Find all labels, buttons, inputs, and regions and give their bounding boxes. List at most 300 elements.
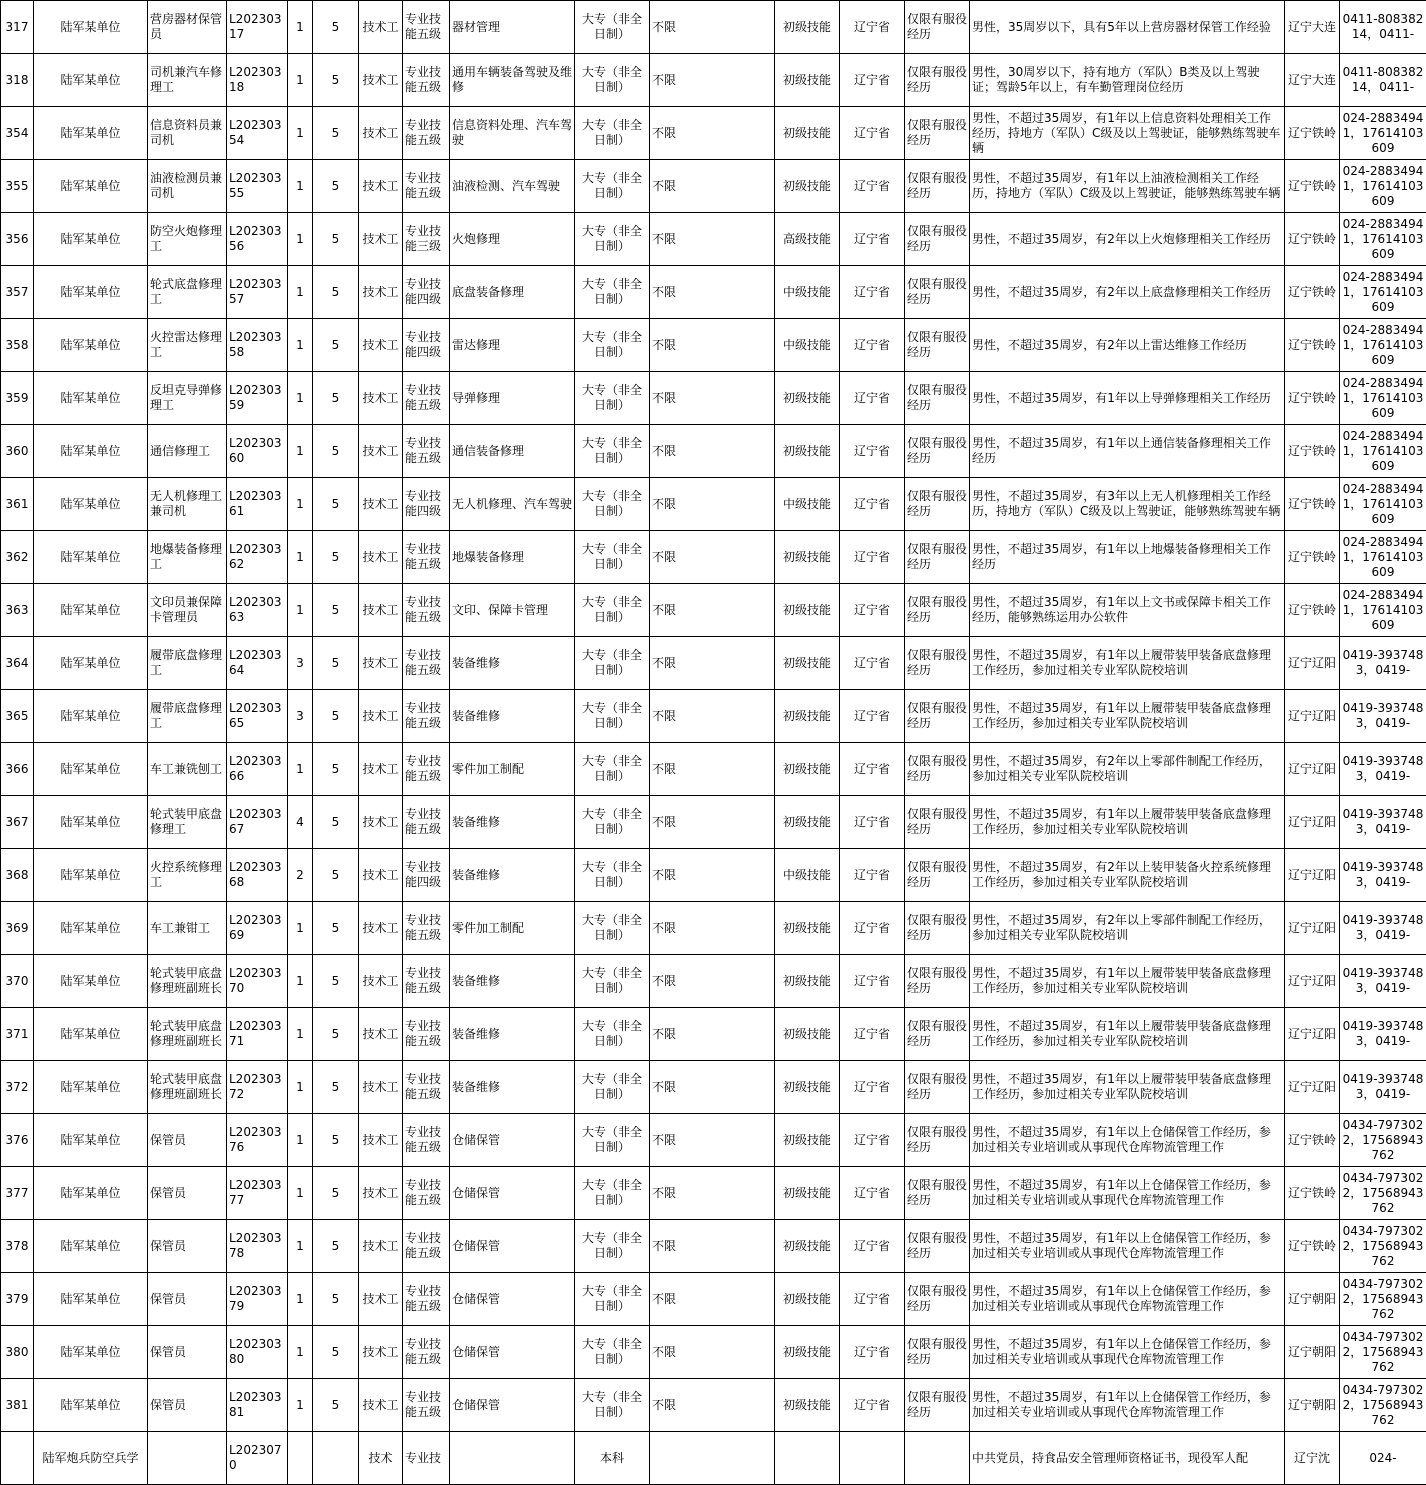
- cell-other-requirements: 男性，不超过35周岁，有1年以上履带装甲装备底盘修理工作经历，参加过相关专业军队院校培训: [970, 690, 1285, 743]
- cell-education: 大专（非全日制）: [575, 425, 650, 478]
- cell-education: 大专（非全日制）: [575, 478, 650, 531]
- cell-skill-level: 专业技能五级: [403, 531, 450, 584]
- cell-specialty: 无人机修理、汽车驾驶: [450, 478, 575, 531]
- cell-specialty: 仓储保管: [450, 1379, 575, 1432]
- cell-contact-phone: 024-28834941，17614103609: [1340, 213, 1426, 266]
- table-row: [1, 213, 1426, 266]
- cell-level-number: 5: [313, 1114, 359, 1167]
- cell-contact-phone: 0434-7973022，17568943762: [1340, 1167, 1426, 1220]
- cell-major: 不限: [650, 372, 775, 425]
- cell-unit: 陆军某单位: [34, 1, 148, 54]
- cell-specialty: 雷达修理: [450, 319, 575, 372]
- cell-work-location: 辽宁铁岭: [1285, 213, 1340, 266]
- cell-work-location: 辽宁大连: [1285, 1, 1340, 54]
- cell-work-location: 辽宁辽阳: [1285, 796, 1340, 849]
- cell-education: 大专（非全日制）: [575, 584, 650, 637]
- cell-specialty: 仓储保管: [450, 1273, 575, 1326]
- cell-work-location: 辽宁辽阳: [1285, 1061, 1340, 1114]
- cell-level-number: 5: [313, 1379, 359, 1432]
- cell-level-number: 5: [313, 743, 359, 796]
- cell-contact-phone: 024-28834941，17614103609: [1340, 478, 1426, 531]
- cell-specialty: 装备维修: [450, 1008, 575, 1061]
- cell-major: 不限: [650, 1220, 775, 1273]
- cell-major: 不限: [650, 1114, 775, 1167]
- cell-other-requirements: 男性，不超过35周岁，有1年以上通信装备修理相关工作经历: [970, 425, 1285, 478]
- table-row: [1, 160, 1426, 213]
- cell-household-region: 辽宁省: [840, 478, 905, 531]
- cell-job-type: 技术工: [359, 955, 403, 1008]
- cell-position: 司机兼汽车修理工: [148, 54, 227, 107]
- cell-headcount: 1: [288, 319, 313, 372]
- cell-service-history: 仅限有服役经历: [905, 107, 970, 160]
- cell-education: 大专（非全日制）: [575, 743, 650, 796]
- table-row: [1, 849, 1426, 902]
- cell-job-type: 技术工: [359, 319, 403, 372]
- cell-skill-requirement: 初级技能: [775, 637, 840, 690]
- cell-service-history: 仅限有服役经历: [905, 902, 970, 955]
- cell-position: 轮式装甲底盘修理班副班长: [148, 955, 227, 1008]
- cell-level-number: 5: [313, 266, 359, 319]
- cell-other-requirements: 男性，不超过35周岁，有1年以上履带装甲装备底盘修理工作经历，参加过相关专业军队院校培训: [970, 796, 1285, 849]
- cell-level-number: 5: [313, 372, 359, 425]
- cell-education: 大专（非全日制）: [575, 54, 650, 107]
- cell-contact-phone: 0419-3937483，0419-: [1340, 955, 1426, 1008]
- cell-job-type: 技术工: [359, 1061, 403, 1114]
- cell-service-history: 仅限有服役经历: [905, 743, 970, 796]
- cell-work-location: 辽宁铁岭: [1285, 266, 1340, 319]
- cell-household-region: 辽宁省: [840, 849, 905, 902]
- cell-job-type: 技术工: [359, 266, 403, 319]
- cell-position-code: L20230372: [227, 1061, 288, 1114]
- cell-household-region: 辽宁省: [840, 743, 905, 796]
- cell-unit: 陆军某单位: [34, 478, 148, 531]
- cell-job-type: 技术工: [359, 531, 403, 584]
- cell-household-region: 辽宁省: [840, 955, 905, 1008]
- cell-service-history: 仅限有服役经历: [905, 54, 970, 107]
- cell-unit: 陆军某单位: [34, 425, 148, 478]
- cell-level-number: 5: [313, 1, 359, 54]
- cell-contact-phone: 0419-3937483，0419-: [1340, 849, 1426, 902]
- cell-level-number: 5: [313, 160, 359, 213]
- cell-level-number: 5: [313, 1061, 359, 1114]
- cell-skill-requirement: 初级技能: [775, 1379, 840, 1432]
- cell-row-no: 381: [1, 1379, 34, 1432]
- cell-row-no: 378: [1, 1220, 34, 1273]
- cell-skill-level: 专业技能五级: [403, 796, 450, 849]
- cell-other-requirements: 中共党员，持食品安全管理师资格证书，现役军人配: [970, 1432, 1285, 1485]
- table-row: [1, 902, 1426, 955]
- cell-unit: 陆军某单位: [34, 1061, 148, 1114]
- cell-service-history: 仅限有服役经历: [905, 955, 970, 1008]
- cell-level-number: 5: [313, 1326, 359, 1379]
- cell-major: 不限: [650, 690, 775, 743]
- cell-household-region: 辽宁省: [840, 319, 905, 372]
- cell-specialty: 文印、保障卡管理: [450, 584, 575, 637]
- cell-contact-phone: 024-: [1340, 1432, 1426, 1485]
- cell-row-no: 317: [1, 1, 34, 54]
- cell-position: 车工兼铣刨工: [148, 743, 227, 796]
- cell-headcount: 1: [288, 1220, 313, 1273]
- cell-service-history: 仅限有服役经历: [905, 1, 970, 54]
- cell-contact-phone: 0434-7973022，17568943762: [1340, 1379, 1426, 1432]
- cell-level-number: 5: [313, 319, 359, 372]
- cell-household-region: 辽宁省: [840, 1114, 905, 1167]
- cell-other-requirements: 男性，不超过35周岁，有2年以上装甲装备火控系统修理工作经历，参加过相关专业军队院校培训: [970, 849, 1285, 902]
- cell-position: 保管员: [148, 1220, 227, 1273]
- cell-row-no: 318: [1, 54, 34, 107]
- cell-skill-requirement: 初级技能: [775, 425, 840, 478]
- cell-headcount: 1: [288, 425, 313, 478]
- cell-position-code: L20230381: [227, 1379, 288, 1432]
- cell-row-no: 377: [1, 1167, 34, 1220]
- cell-row-no: 371: [1, 1008, 34, 1061]
- cell-specialty: 零件加工制配: [450, 743, 575, 796]
- cell-unit: 陆军某单位: [34, 372, 148, 425]
- cell-level-number: [313, 1432, 359, 1485]
- cell-headcount: 1: [288, 1061, 313, 1114]
- cell-specialty: [450, 1432, 575, 1485]
- cell-work-location: 辽宁辽阳: [1285, 955, 1340, 1008]
- cell-level-number: 5: [313, 1008, 359, 1061]
- cell-skill-level: 专业技能五级: [403, 372, 450, 425]
- cell-work-location: 辽宁铁岭: [1285, 319, 1340, 372]
- cell-unit: 陆军某单位: [34, 1220, 148, 1273]
- cell-major: 不限: [650, 107, 775, 160]
- cell-level-number: 5: [313, 531, 359, 584]
- cell-position-code: L20230354: [227, 107, 288, 160]
- cell-position: 轮式装甲底盘修理班副班长: [148, 1061, 227, 1114]
- cell-education: 大专（非全日制）: [575, 1, 650, 54]
- cell-skill-level: 专业技能五级: [403, 1326, 450, 1379]
- cell-headcount: 1: [288, 266, 313, 319]
- cell-unit: 陆军某单位: [34, 690, 148, 743]
- cell-skill-level: 专业技能四级: [403, 849, 450, 902]
- cell-major: 不限: [650, 902, 775, 955]
- cell-headcount: 1: [288, 531, 313, 584]
- cell-position-code: L20230370: [227, 955, 288, 1008]
- cell-skill-level: 专业技能五级: [403, 1, 450, 54]
- cell-job-type: 技术工: [359, 107, 403, 160]
- table-row: [1, 955, 1426, 1008]
- cell-skill-level: 专业技能五级: [403, 690, 450, 743]
- cell-other-requirements: 男性，不超过35周岁，有1年以上信息资料处理相关工作经历，持地方（军队）C级及以上驾驶证，能够熟练驾驶车辆: [970, 107, 1285, 160]
- cell-service-history: 仅限有服役经历: [905, 1114, 970, 1167]
- table-row: [1, 107, 1426, 160]
- cell-service-history: 仅限有服役经历: [905, 1326, 970, 1379]
- table-row: [1, 1220, 1426, 1273]
- cell-service-history: 仅限有服役经历: [905, 1273, 970, 1326]
- cell-position: 防空火炮修理工: [148, 213, 227, 266]
- cell-headcount: 1: [288, 1379, 313, 1432]
- cell-level-number: 5: [313, 637, 359, 690]
- cell-unit: 陆军某单位: [34, 107, 148, 160]
- cell-position-code: L20230365: [227, 690, 288, 743]
- cell-unit: 陆军某单位: [34, 531, 148, 584]
- cell-other-requirements: 男性，不超过35周岁，有1年以上履带装甲装备底盘修理工作经历，参加过相关专业军队院校培训: [970, 955, 1285, 1008]
- cell-position-code: L20230318: [227, 54, 288, 107]
- cell-headcount: 1: [288, 372, 313, 425]
- cell-unit: 陆军某单位: [34, 213, 148, 266]
- cell-service-history: 仅限有服役经历: [905, 319, 970, 372]
- cell-level-number: 5: [313, 796, 359, 849]
- cell-specialty: 底盘装备修理: [450, 266, 575, 319]
- cell-headcount: 1: [288, 955, 313, 1008]
- cell-service-history: 仅限有服役经历: [905, 531, 970, 584]
- cell-specialty: 地爆装备修理: [450, 531, 575, 584]
- cell-major: 不限: [650, 54, 775, 107]
- cell-contact-phone: 0411-80838214，0411-: [1340, 54, 1426, 107]
- cell-contact-phone: 024-28834941，17614103609: [1340, 319, 1426, 372]
- cell-skill-requirement: 初级技能: [775, 1326, 840, 1379]
- cell-contact-phone: 0419-3937483，0419-: [1340, 637, 1426, 690]
- cell-position-code: L20230359: [227, 372, 288, 425]
- cell-position-code: L20230361: [227, 478, 288, 531]
- cell-other-requirements: 男性，不超过35周岁，有1年以上文书或保障卡相关工作经历，能够熟练运用办公软件: [970, 584, 1285, 637]
- cell-skill-requirement: 初级技能: [775, 796, 840, 849]
- cell-service-history: 仅限有服役经历: [905, 1167, 970, 1220]
- cell-row-no: 361: [1, 478, 34, 531]
- cell-household-region: 辽宁省: [840, 1, 905, 54]
- cell-skill-level: 专业技能五级: [403, 955, 450, 1008]
- cell-household-region: 辽宁省: [840, 213, 905, 266]
- cell-other-requirements: 男性，不超过35周岁，有2年以上零部件制配工作经历，参加过相关专业军队院校培训: [970, 902, 1285, 955]
- cell-headcount: 1: [288, 107, 313, 160]
- cell-unit: 陆军某单位: [34, 1114, 148, 1167]
- cell-service-history: 仅限有服役经历: [905, 160, 970, 213]
- cell-contact-phone: 024-28834941，17614103609: [1340, 107, 1426, 160]
- cell-level-number: 5: [313, 425, 359, 478]
- cell-service-history: 仅限有服役经历: [905, 1220, 970, 1273]
- cell-service-history: 仅限有服役经历: [905, 213, 970, 266]
- cell-other-requirements: 男性，不超过35周岁，有1年以上仓储保管工作经历，参加过相关专业培训或从事现代仓库物流管理工作: [970, 1220, 1285, 1273]
- cell-contact-phone: 0419-3937483，0419-: [1340, 796, 1426, 849]
- cell-job-type: 技术工: [359, 1008, 403, 1061]
- cell-position-code: L20230360: [227, 425, 288, 478]
- cell-work-location: 辽宁铁岭: [1285, 160, 1340, 213]
- table-row: [1, 372, 1426, 425]
- cell-row-no: 368: [1, 849, 34, 902]
- cell-position-code: L20230357: [227, 266, 288, 319]
- cell-other-requirements: 男性，35周岁以下，具有5年以上营房器材保管工作经验: [970, 1, 1285, 54]
- cell-specialty: 通用车辆装备驾驶及维修: [450, 54, 575, 107]
- cell-row-no: 354: [1, 107, 34, 160]
- cell-work-location: 辽宁朝阳: [1285, 1379, 1340, 1432]
- cell-row-no: 359: [1, 372, 34, 425]
- cell-position-code: L20230356: [227, 213, 288, 266]
- cell-household-region: 辽宁省: [840, 160, 905, 213]
- cell-skill-requirement: 初级技能: [775, 1273, 840, 1326]
- cell-headcount: 1: [288, 160, 313, 213]
- table-row: [1, 1114, 1426, 1167]
- cell-headcount: 2: [288, 849, 313, 902]
- cell-specialty: 零件加工制配: [450, 902, 575, 955]
- cell-level-number: 5: [313, 1273, 359, 1326]
- cell-level-number: 5: [313, 849, 359, 902]
- cell-skill-requirement: 初级技能: [775, 1008, 840, 1061]
- cell-other-requirements: 男性，不超过35周岁，有1年以上油液检测相关工作经历，持地方（军队）C级及以上驾驶证，能够熟练驾驶车辆: [970, 160, 1285, 213]
- cell-position: 通信修理工: [148, 425, 227, 478]
- cell-service-history: 仅限有服役经历: [905, 637, 970, 690]
- cell-other-requirements: 男性，30周岁以下，持有地方（军队）B类及以上驾驶证；驾龄5年以上，有车勤管理岗位经历: [970, 54, 1285, 107]
- cell-other-requirements: 男性，不超过35周岁，有1年以上导弹修理相关工作经历: [970, 372, 1285, 425]
- cell-position-code: L20230317: [227, 1, 288, 54]
- cell-household-region: 辽宁省: [840, 266, 905, 319]
- cell-household-region: 辽宁省: [840, 425, 905, 478]
- cell-job-type: 技术工: [359, 1114, 403, 1167]
- cell-specialty: 导弹修理: [450, 372, 575, 425]
- cell-work-location: 辽宁沈: [1285, 1432, 1340, 1485]
- cell-work-location: 辽宁朝阳: [1285, 1273, 1340, 1326]
- cell-education: 大专（非全日制）: [575, 637, 650, 690]
- cell-headcount: 1: [288, 478, 313, 531]
- cell-work-location: 辽宁铁岭: [1285, 107, 1340, 160]
- cell-level-number: 5: [313, 107, 359, 160]
- cell-unit: 陆军某单位: [34, 1379, 148, 1432]
- cell-work-location: 辽宁朝阳: [1285, 1326, 1340, 1379]
- cell-position-code: L20230366: [227, 743, 288, 796]
- cell-major: 不限: [650, 1273, 775, 1326]
- table-row: [1, 743, 1426, 796]
- cell-skill-requirement: 初级技能: [775, 1167, 840, 1220]
- cell-position: 履带底盘修理工: [148, 637, 227, 690]
- table-row: [1, 1061, 1426, 1114]
- table-row: [1, 1, 1426, 54]
- cell-service-history: 仅限有服役经历: [905, 584, 970, 637]
- cell-contact-phone: 024-28834941，17614103609: [1340, 160, 1426, 213]
- cell-row-no: 365: [1, 690, 34, 743]
- cell-other-requirements: 男性，不超过35周岁，有1年以上履带装甲装备底盘修理工作经历，参加过相关专业军队院校培训: [970, 1061, 1285, 1114]
- cell-skill-level: 专业技能五级: [403, 425, 450, 478]
- cell-row-no: 363: [1, 584, 34, 637]
- table-row: [1, 1008, 1426, 1061]
- cell-level-number: 5: [313, 54, 359, 107]
- cell-row-no: 366: [1, 743, 34, 796]
- cell-headcount: 1: [288, 1114, 313, 1167]
- cell-household-region: [840, 1432, 905, 1485]
- cell-row-no: 380: [1, 1326, 34, 1379]
- cell-headcount: 1: [288, 1, 313, 54]
- cell-skill-level: 专业技能五级: [403, 160, 450, 213]
- cell-major: 不限: [650, 1379, 775, 1432]
- cell-education: 大专（非全日制）: [575, 1167, 650, 1220]
- cell-unit: 陆军某单位: [34, 637, 148, 690]
- cell-household-region: 辽宁省: [840, 531, 905, 584]
- cell-row-no: 364: [1, 637, 34, 690]
- cell-unit: 陆军某单位: [34, 1273, 148, 1326]
- cell-education: 大专（非全日制）: [575, 1326, 650, 1379]
- cell-education: 大专（非全日制）: [575, 1061, 650, 1114]
- cell-household-region: 辽宁省: [840, 584, 905, 637]
- cell-skill-requirement: 初级技能: [775, 54, 840, 107]
- table-row: [1, 1432, 1426, 1485]
- cell-service-history: 仅限有服役经历: [905, 849, 970, 902]
- cell-skill-level: 专业技: [403, 1432, 450, 1485]
- cell-position-code: L20230369: [227, 902, 288, 955]
- cell-position-code: L20230376: [227, 1114, 288, 1167]
- cell-work-location: 辽宁铁岭: [1285, 584, 1340, 637]
- cell-other-requirements: 男性，不超过35周岁，有1年以上仓储保管工作经历，参加过相关专业培训或从事现代仓库物流管理工作: [970, 1273, 1285, 1326]
- cell-skill-requirement: 初级技能: [775, 372, 840, 425]
- cell-row-no: 362: [1, 531, 34, 584]
- cell-position-code: L20230377: [227, 1167, 288, 1220]
- cell-work-location: 辽宁大连: [1285, 54, 1340, 107]
- cell-education: 大专（非全日制）: [575, 107, 650, 160]
- cell-row-no: 376: [1, 1114, 34, 1167]
- cell-headcount: 1: [288, 54, 313, 107]
- table-row: [1, 1273, 1426, 1326]
- cell-unit: 陆军炮兵防空兵学: [34, 1432, 148, 1485]
- cell-specialty: 通信装备修理: [450, 425, 575, 478]
- cell-position-code: L20230379: [227, 1273, 288, 1326]
- cell-other-requirements: 男性，不超过35周岁，有1年以上仓储保管工作经历，参加过相关专业培训或从事现代仓库物流管理工作: [970, 1167, 1285, 1220]
- cell-major: 不限: [650, 1008, 775, 1061]
- cell-position: 履带底盘修理工: [148, 690, 227, 743]
- cell-skill-level: 专业技能四级: [403, 266, 450, 319]
- cell-major: 不限: [650, 1167, 775, 1220]
- cell-job-type: 技术工: [359, 1, 403, 54]
- cell-skill-requirement: 初级技能: [775, 743, 840, 796]
- table-row: [1, 266, 1426, 319]
- cell-household-region: 辽宁省: [840, 902, 905, 955]
- cell-contact-phone: 024-28834941，17614103609: [1340, 584, 1426, 637]
- cell-level-number: 5: [313, 478, 359, 531]
- cell-position: 信息资料员兼司机: [148, 107, 227, 160]
- cell-skill-requirement: 初级技能: [775, 531, 840, 584]
- cell-specialty: 装备维修: [450, 690, 575, 743]
- cell-service-history: 仅限有服役经历: [905, 1379, 970, 1432]
- cell-major: 不限: [650, 213, 775, 266]
- cell-headcount: 3: [288, 637, 313, 690]
- cell-skill-level: 专业技能五级: [403, 54, 450, 107]
- cell-job-type: 技术工: [359, 372, 403, 425]
- cell-service-history: 仅限有服役经历: [905, 372, 970, 425]
- cell-education: 大专（非全日制）: [575, 1379, 650, 1432]
- cell-work-location: 辽宁铁岭: [1285, 425, 1340, 478]
- cell-household-region: 辽宁省: [840, 54, 905, 107]
- cell-skill-level: 专业技能三级: [403, 213, 450, 266]
- cell-skill-level: 专业技能五级: [403, 743, 450, 796]
- cell-work-location: 辽宁辽阳: [1285, 849, 1340, 902]
- cell-position-code: L20230364: [227, 637, 288, 690]
- cell-specialty: 信息资料处理、汽车驾驶: [450, 107, 575, 160]
- cell-work-location: 辽宁辽阳: [1285, 690, 1340, 743]
- cell-skill-level: 专业技能五级: [403, 584, 450, 637]
- cell-specialty: 装备维修: [450, 955, 575, 1008]
- cell-household-region: 辽宁省: [840, 1220, 905, 1273]
- cell-unit: 陆军某单位: [34, 743, 148, 796]
- cell-position: 营房器材保管员: [148, 1, 227, 54]
- cell-job-type: 技术工: [359, 1167, 403, 1220]
- table-row: [1, 319, 1426, 372]
- cell-headcount: 1: [288, 1273, 313, 1326]
- cell-household-region: 辽宁省: [840, 1008, 905, 1061]
- cell-household-region: 辽宁省: [840, 1326, 905, 1379]
- cell-skill-requirement: 初级技能: [775, 1220, 840, 1273]
- cell-unit: 陆军某单位: [34, 1326, 148, 1379]
- cell-service-history: 仅限有服役经历: [905, 1008, 970, 1061]
- cell-service-history: 仅限有服役经历: [905, 690, 970, 743]
- cell-major: 不限: [650, 160, 775, 213]
- cell-position: 保管员: [148, 1273, 227, 1326]
- cell-job-type: 技术工: [359, 1220, 403, 1273]
- cell-skill-level: 专业技能五级: [403, 107, 450, 160]
- cell-household-region: 辽宁省: [840, 1273, 905, 1326]
- cell-job-type: 技术工: [359, 478, 403, 531]
- cell-position-code: L20230368: [227, 849, 288, 902]
- cell-skill-requirement: 初级技能: [775, 584, 840, 637]
- cell-skill-requirement: 中级技能: [775, 266, 840, 319]
- cell-skill-requirement: [775, 1432, 840, 1485]
